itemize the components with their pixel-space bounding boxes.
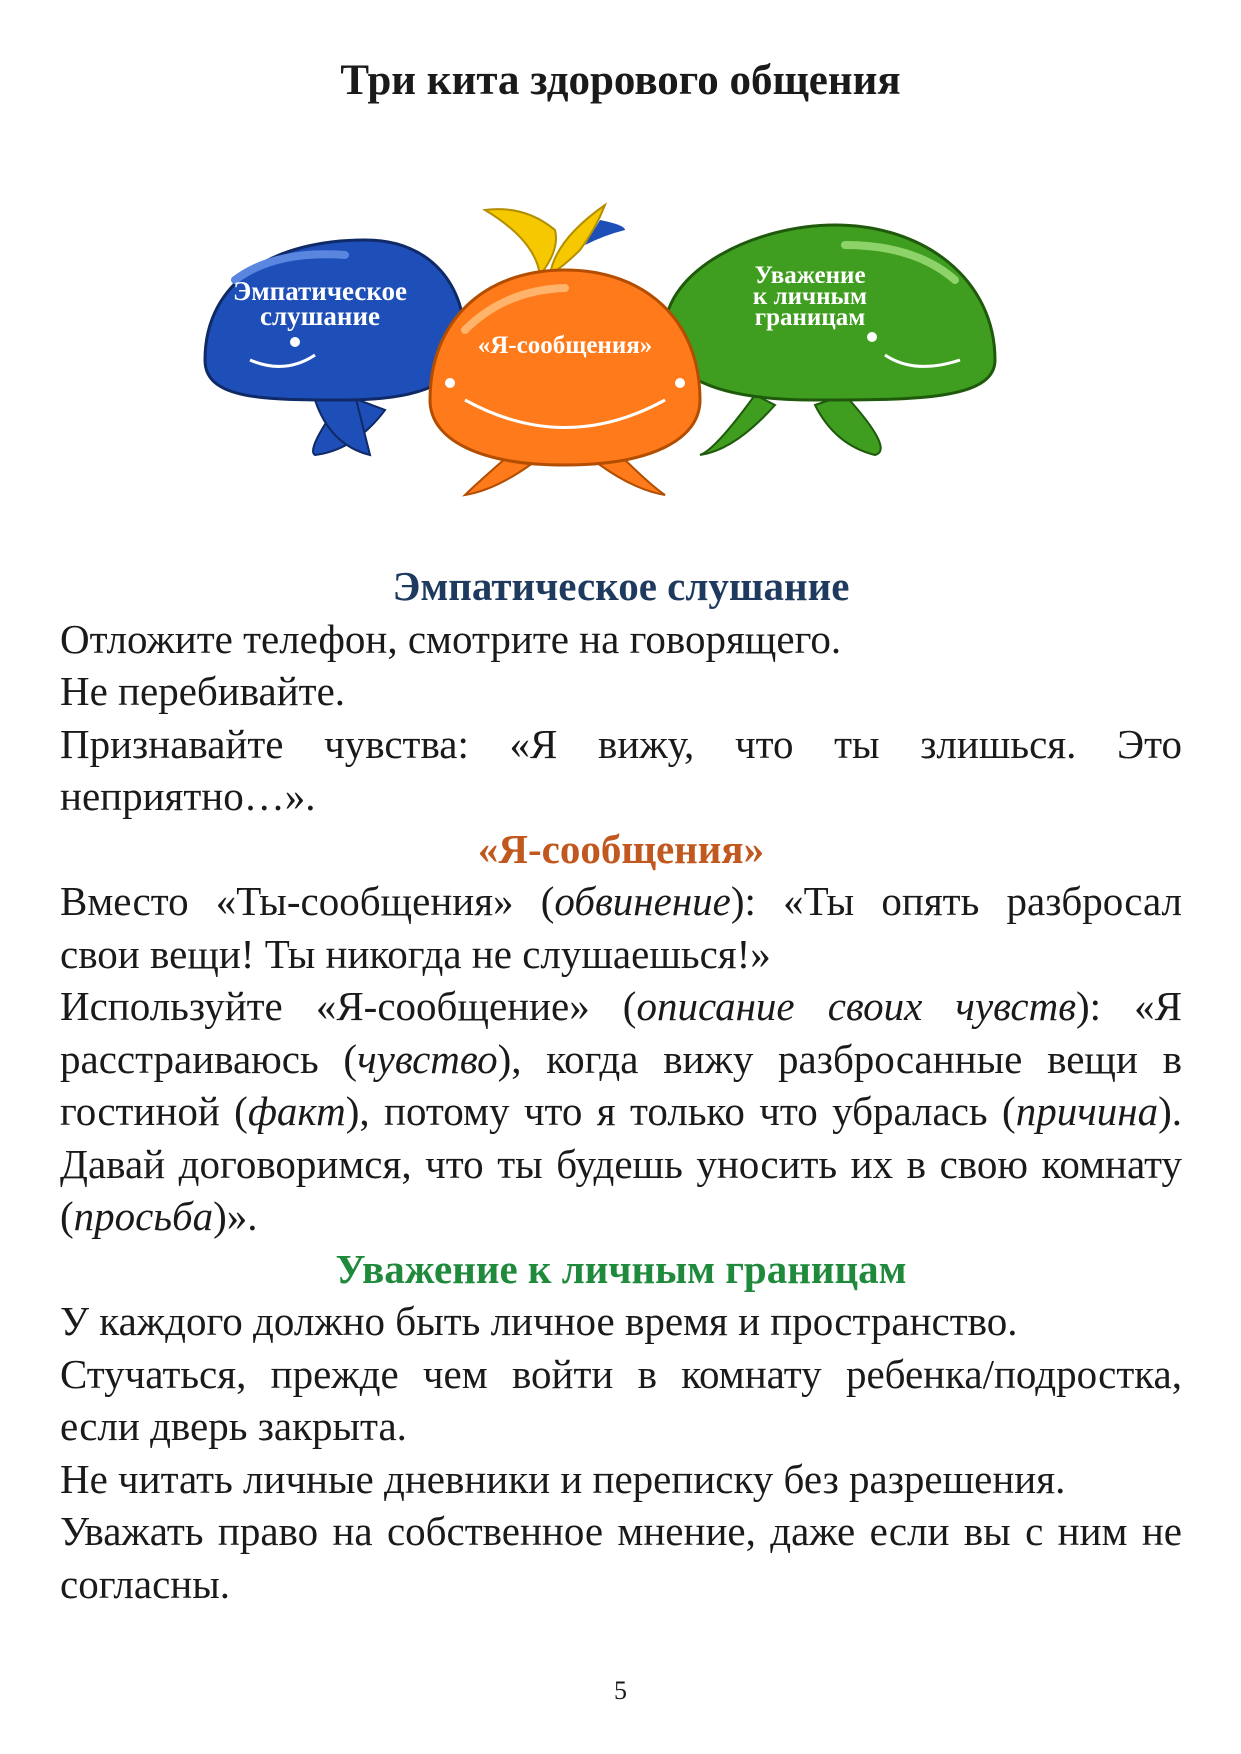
heading-empathic-listening: Эмпатическое слушание xyxy=(392,563,850,609)
whale-right-label-3: границам xyxy=(754,304,866,331)
whale-left xyxy=(205,240,465,455)
boundaries-paragraph-4: Уважать право на собственное мнение, даже если вы с ним не согласны. xyxy=(60,1508,1182,1607)
whale-left-label-1: Эмпатическое xyxy=(232,276,408,306)
whale-right-label-1: Уважение xyxy=(754,262,866,289)
whale-left-label-2: слушание xyxy=(259,301,381,331)
boundaries-paragraph-1: У каждого должно быть личное время и пространство. xyxy=(60,1298,1018,1344)
page-number: 5 xyxy=(614,1676,627,1705)
page-title: Три кита здорового общения xyxy=(340,57,901,104)
empathy-paragraph-3: Признавайте чувства: «Я вижу, что ты злишься. Это неприятно…». xyxy=(60,720,1182,819)
heading-i-messages: «Я-сообщения» xyxy=(477,825,765,872)
i-messages-paragraph-2: Используйте «Я-сообщение» (описание своих чувств): «Я расстраиваюсь (чувство), когда вижу разбросанные вещи в гостиной (факт), потому что я только что убралась (причина). Давай договоримся, что ты будешь уносить их в свою комнату (просьба)». xyxy=(60,983,1182,1239)
boundaries-paragraph-2: Стучаться, прежде чем войти в комнату ребенка/подростка, если дверь закрыта. xyxy=(60,1350,1182,1449)
three-whales-illustration xyxy=(195,200,1005,510)
empathy-paragraph-1: Отложите телефон, смотрите на говорящего. xyxy=(60,615,842,662)
i-messages-paragraph-1: Вместо «Ты-сообщения» (обвинение): «Ты опять разбросал свои вещи! Ты никогда не слушаешься!» xyxy=(60,878,1182,977)
heading-personal-boundaries: Уважение к личным границам xyxy=(335,1245,907,1292)
boundaries-paragraph-3: Не читать личные дневники и переписку без разрешения. xyxy=(60,1455,1066,1502)
main-content xyxy=(60,560,1182,1610)
empathy-paragraph-2: Не перебивайте. xyxy=(60,668,346,714)
whale-right xyxy=(665,225,995,455)
whale-center-label: «Я-сообщения» xyxy=(477,332,653,359)
whale-center xyxy=(430,205,700,495)
whale-right-label-2: к личным xyxy=(752,283,868,310)
